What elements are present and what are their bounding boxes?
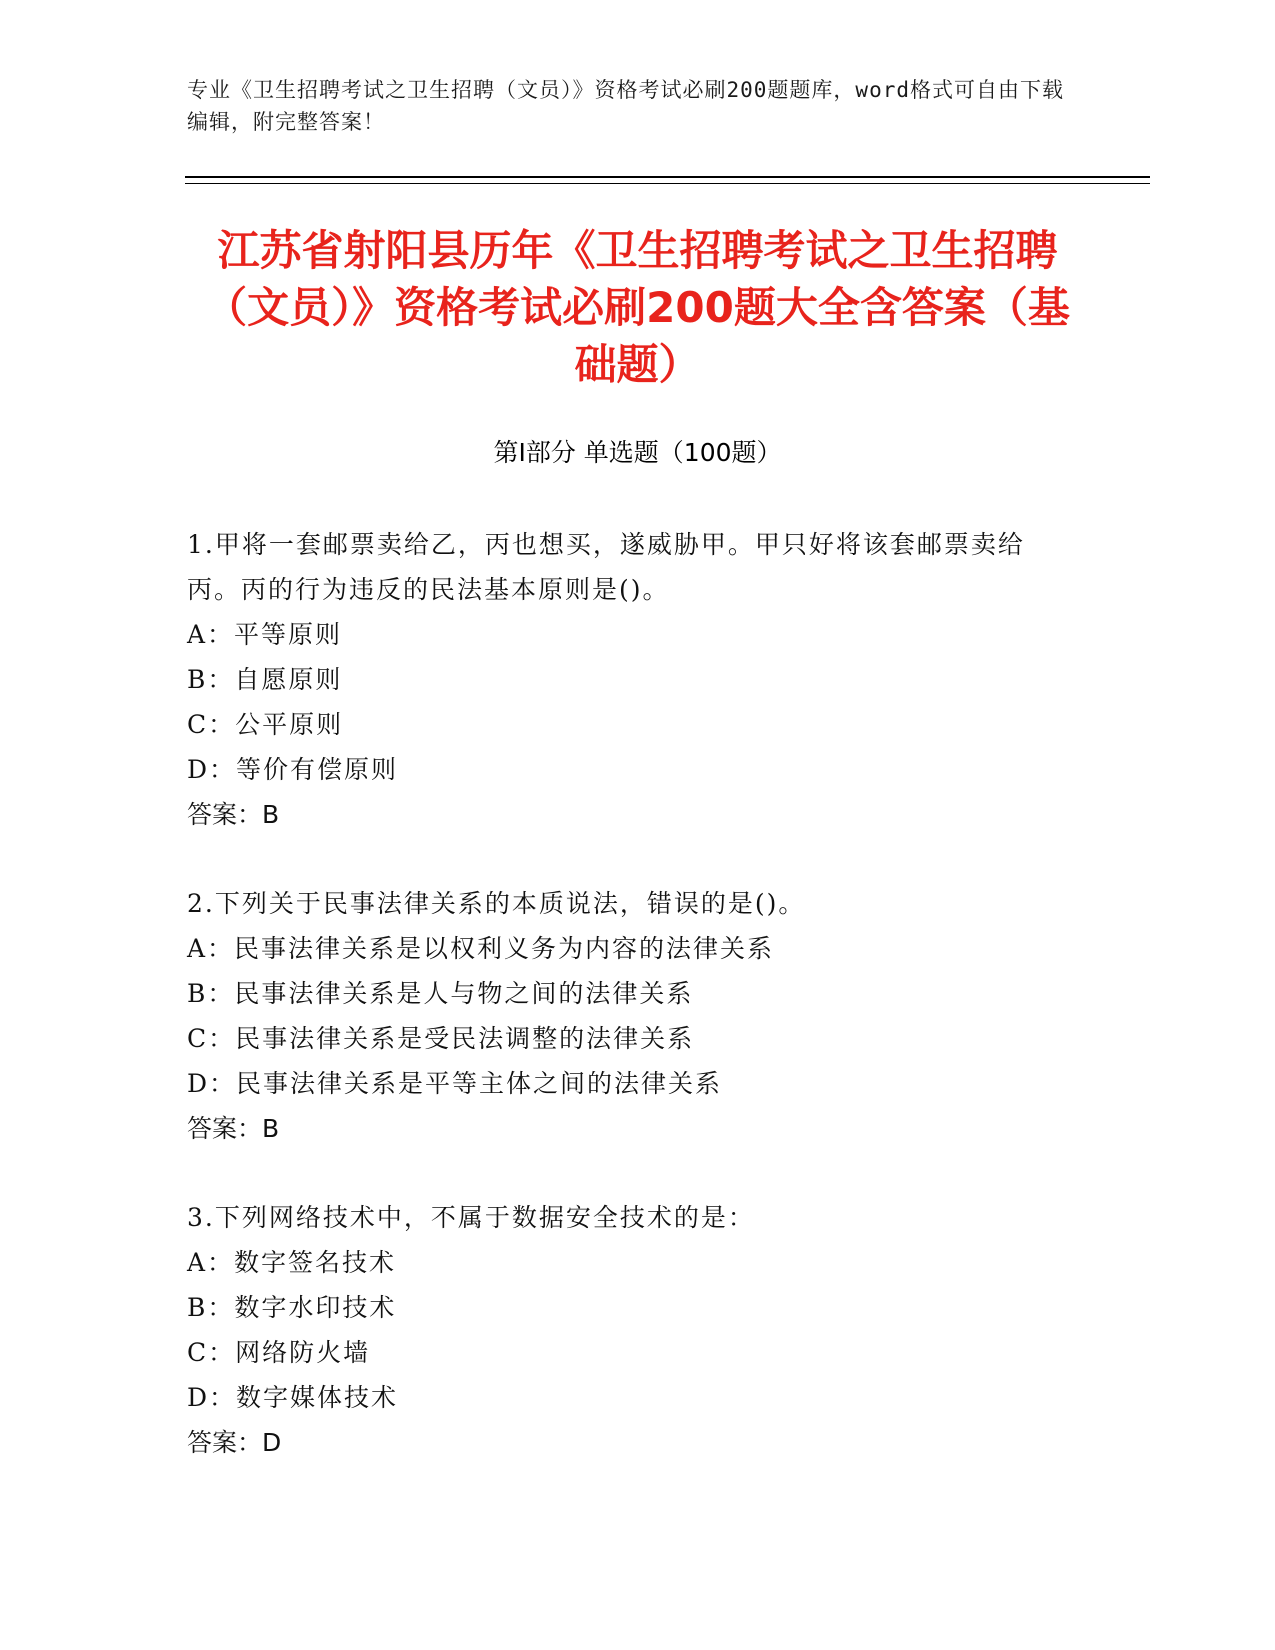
section-title: 第I部分 单选题（100题） bbox=[493, 438, 782, 467]
answer-label: 答案： bbox=[187, 1428, 263, 1457]
answer-line bbox=[187, 1106, 1067, 1151]
option-c: C：民事法律关系是受民法调整的法律关系 bbox=[187, 1024, 695, 1053]
option-c: C：网络防火墙 bbox=[187, 1338, 371, 1367]
answer-value: B bbox=[262, 1114, 280, 1143]
question-3 bbox=[187, 1195, 1067, 1465]
option-b: B：自愿原则 bbox=[187, 665, 343, 694]
header-note: 专业《卫生招聘考试之卫生招聘（文员）》资格考试必刷200题题库，word格式可自由下载编辑，附完整答案！ bbox=[187, 78, 1064, 134]
option-a: A：民事法律关系是以权利义务为内容的法律关系 bbox=[187, 934, 775, 963]
document-title: 江苏省射阳县历年《卫生招聘考试之卫生招聘（文员）》资格考试必刷200题大全含答案（基础题） bbox=[205, 226, 1070, 389]
option-a: A：平等原则 bbox=[187, 620, 343, 649]
option-b: B：数字水印技术 bbox=[187, 1293, 397, 1322]
option-d: D：民事法律关系是平等主体之间的法律关系 bbox=[187, 1069, 723, 1098]
option-d: D：等价有偿原则 bbox=[187, 755, 399, 784]
question-2 bbox=[187, 881, 1067, 1151]
question-stem: 1.甲将一套邮票卖给乙，丙也想买，遂威胁甲。甲只好将该套邮票卖给丙。丙的行为违反的民法基本原则是()。 bbox=[187, 530, 1025, 604]
answer-line bbox=[187, 792, 1067, 837]
option-b: B：民事法律关系是人与物之间的法律关系 bbox=[187, 979, 694, 1008]
answer-value: D bbox=[262, 1428, 282, 1457]
question-list bbox=[187, 522, 1067, 1509]
answer-label: 答案： bbox=[187, 1114, 263, 1143]
option-a: A：数字签名技术 bbox=[187, 1248, 397, 1277]
option-c: C：公平原则 bbox=[187, 710, 344, 739]
question-1 bbox=[187, 522, 1067, 837]
answer-value: B bbox=[262, 800, 280, 829]
answer-label: 答案： bbox=[187, 800, 263, 829]
header-divider-thin bbox=[185, 183, 1150, 184]
answer-line bbox=[187, 1420, 1067, 1465]
option-d: D：数字媒体技术 bbox=[187, 1383, 399, 1412]
question-stem: 2.下列关于民事法律关系的本质说法，错误的是()。 bbox=[187, 889, 806, 918]
question-stem: 3.下列网络技术中，不属于数据安全技术的是： bbox=[187, 1203, 755, 1232]
header-divider-thick bbox=[185, 176, 1150, 178]
